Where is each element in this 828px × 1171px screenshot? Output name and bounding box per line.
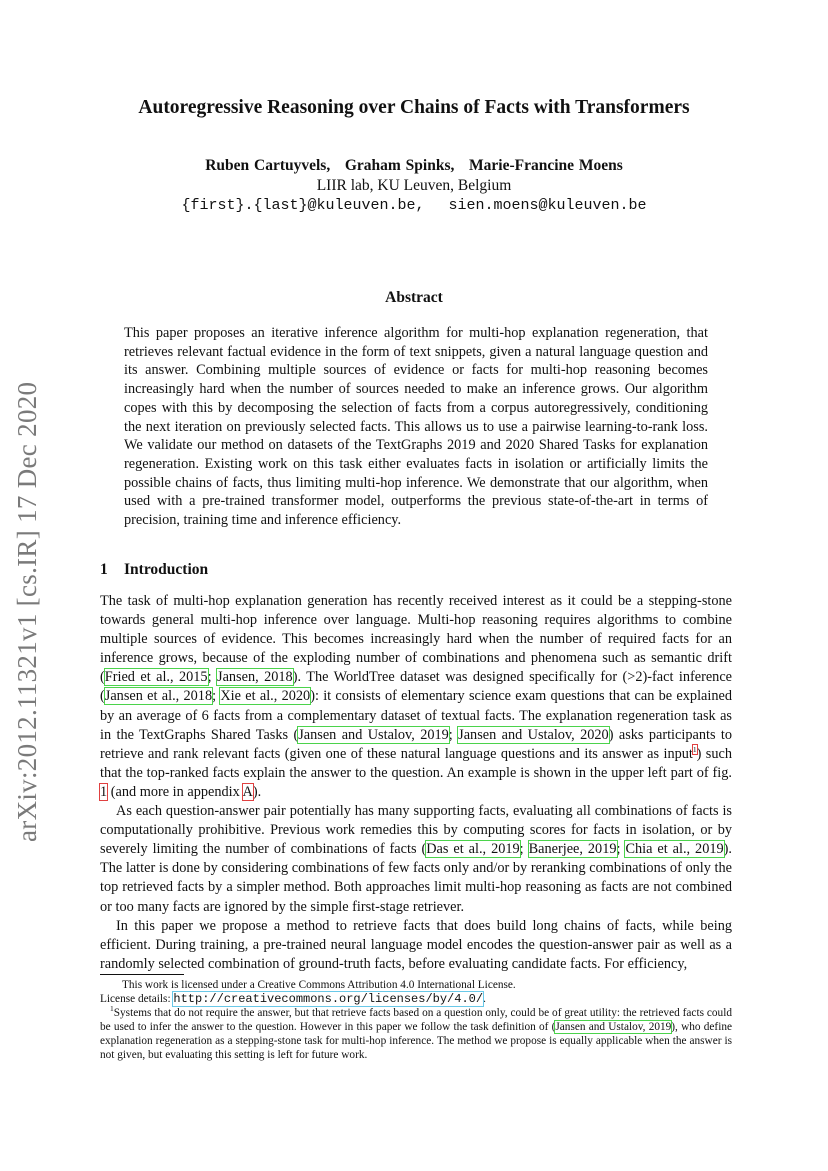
citation-link[interactable]: Banerjee, 2019 (528, 841, 617, 858)
footnotes (100, 978, 732, 1063)
abstract-body: This paper proposes an iterative inference algorithm for multi-hop explanation regeneration, that retrieves relevant factual evidence in the form of text snippets, given a natural language question and its answer. Combining multiple sources of evidence or facts for multi-hop reasoning becomes increasingly hard when the number of sources needed to make an inference grows. Our algorithm copes with this by decomposing the selection of facts from a corpus autoregressively, conditioning the next iteration on previously selected facts. This allows us to use a pairwise learning-to-rank loss. We validate our method on datasets of the TextGraphs 2019 and 2020 Shared Tasks for explanation regeneration. Existing work on this task either evaluates facts in isolation or artificially limits the possible chains of facts, thus limiting multi-hop inference. We demonstrate that our algorithm, when used with a pre-trained transformer model, outperforms the previous state-of-the-art in terms of precision, training time and inference efficiency. (124, 325, 708, 529)
section-title: Introduction (124, 561, 209, 578)
citation-link[interactable]: Xie et al., 2020 (220, 688, 311, 705)
citation-link[interactable]: Jansen and Ustalov, 2020 (458, 726, 609, 743)
citation-link[interactable]: Fried et al., 2015 (104, 669, 208, 686)
email-pattern: {first}.{last}@kuleuven.be, (181, 197, 425, 214)
citation-link[interactable]: Jansen, 2018 (217, 669, 293, 686)
arxiv-category: [cs.IR] (12, 529, 42, 607)
license-details: License details: http://creativecommons.org/licenses/by/4.0/. (100, 992, 486, 1007)
section-number: 1 (100, 561, 108, 578)
license-notice: This work is licensed under a Creative Commons Attribution 4.0 International License. (122, 979, 516, 991)
email-moens: sien.moens@kuleuven.be (448, 197, 647, 214)
paper-title: Autoregressive Reasoning over Chains of Facts with Transformers (138, 97, 690, 118)
introduction-body (100, 592, 732, 974)
paragraph: As each question-answer pair potentially has many supporting facts, evaluating all combinations of facts is computationally prohibitive. Previous work remedies this by computing scores for facts in isolation, or by severely limiting the number of combinations of facts (Das et al., 2019; Banerjee, 2019; Chia et al., 2019). The latter is done by considering combinations of few facts only and/or by reranking combinations of only the top retrieved facts by a simpler method. Both approaches limit multi-hop reasoning as facts are not combined or too many facts are ignored by the simple first-stage retriever. (100, 803, 732, 915)
appendix-ref[interactable]: A (242, 783, 253, 800)
footnote-1: $^1$Systems that do not require the answer, but that retrieve facts based on a question only, could be of great utility: the retrieved facts could be used to infer the answer to the question. However in this paper we follow the task definition of (Jansen and Ustalov, 2019), who define explanation regeneration as a stepping-stone task for multi-hop inference. The method we propose is equally applicable when the answer is not given, but evaluating this setting is left for future work. (100, 1004, 732, 1062)
abstract-heading: Abstract (385, 289, 443, 306)
author-list: Ruben Cartuyvels, Graham Spinks, Marie-Francine Moens (205, 157, 623, 174)
citation-link[interactable]: Jansen et al., 2018 (104, 688, 213, 705)
license-url-link[interactable]: http://creativecommons.org/licenses/by/4.0/ (173, 992, 484, 1007)
citation-link[interactable]: Jansen and Ustalov, 2019 (298, 726, 449, 743)
citation-link[interactable]: Das et al., 2019 (426, 841, 520, 858)
citation-link[interactable]: Chia et al., 2019 (625, 841, 724, 858)
arxiv-identifier-stamp (12, 382, 43, 842)
author-emails (0, 197, 828, 215)
section-heading-introduction (100, 561, 728, 579)
paragraph: The task of multi-hop explanation generation has recently received interest as it could be a stepping-stone towards general multi-hop inference over language. Multi-hop reasoning requires algorithms to combine multiple sources of evidence. This becomes increasingly hard when the number of required facts for an inference grows, because of the exploding number of combinations and phenomena such as semantic drift (Fried et al., 2015; Jansen, 2018). The WorldTree dataset was designed specifically for (>2)-fact inference (Jansen et al., 2018; Xie et al., 2020): it consists of elementary science exam questions that can be explained by an average of 6 facts from a complementary dataset of textual facts. The explanation regeneration task as in the TextGraphs Shared Tasks (Jansen and Ustalov, 2019; Jansen and Ustalov, 2020) asks participants to retrieve and rank relevant facts (given one of these natural language questions and its answer as input$^1$) such that the top-ranked facts explain the answer to the question. An example is shown in the upper left part of fig. 1 (and more in appendix A). (100, 593, 733, 800)
footnote-ref[interactable]: 1 (692, 744, 697, 754)
footnote-divider (100, 974, 184, 975)
arxiv-date: 17 Dec 2020 (12, 381, 42, 523)
figure-ref[interactable]: 1 (100, 783, 108, 800)
citation-link[interactable]: Jansen and Ustalov, 2019 (555, 1021, 672, 1034)
affiliation: LIIR lab, KU Leuven, Belgium (316, 177, 512, 194)
paragraph: In this paper we propose a method to retrieve facts that does build long chains of facts, while being efficient. During training, a pre-trained neural language model encodes the question-answer pair as well as a randomly selected combination of ground-truth facts, before evaluating candidate facts. For efficiency, (100, 917, 732, 972)
arxiv-id: arXiv:2012.11321v1 (12, 613, 42, 842)
footnote-mark: 1 (110, 1004, 114, 1014)
